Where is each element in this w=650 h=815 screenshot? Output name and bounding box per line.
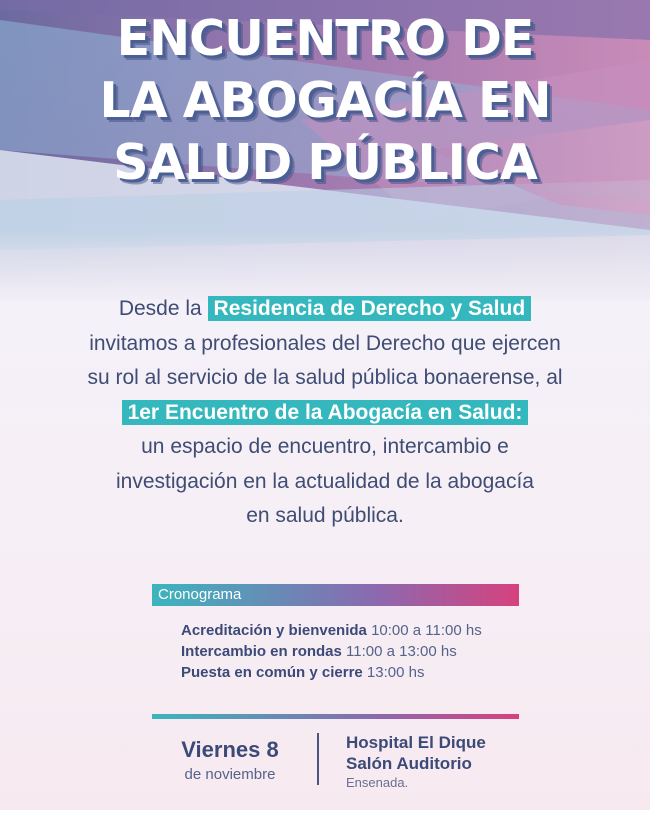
venue-room: Salón Auditorio: [346, 754, 472, 773]
title-line-1: ENCUENTRO DE: [116, 10, 534, 67]
schedule-item: [181, 662, 482, 683]
venue-info: [346, 732, 486, 791]
schedule-item-name: Intercambio en rondas: [181, 643, 342, 660]
venue-city: Ensenada.: [346, 775, 409, 790]
event-date-month: de noviembre: [184, 766, 276, 783]
schedule-item-time: 10:00 a 11:00 hs: [371, 622, 482, 639]
intro-text: [30, 292, 620, 534]
title-line-3: SALUD PÚBLICA: [113, 134, 537, 191]
cronograma-label: Cronograma: [158, 586, 242, 603]
schedule-item: [181, 620, 482, 641]
intro-prefix: Desde la: [118, 297, 202, 320]
schedule-item-time: 13:00 hs: [366, 664, 425, 681]
bottom-divider-bar: [152, 714, 519, 719]
schedule-item-time: 11:00 a 13:00 hs: [346, 643, 457, 660]
highlight-encuentro: [122, 400, 529, 425]
intro-line-4: [30, 396, 620, 431]
highlight-colon: :: [515, 400, 523, 424]
schedule-item: [181, 641, 482, 662]
intro-line-1: [30, 292, 620, 327]
schedule-item-name: Puesta en común y cierre: [181, 664, 363, 681]
schedule-item-name: Acreditación y bienvenida: [181, 622, 367, 639]
intro-line-6: investigación en la actualidad de la abogacía: [116, 469, 534, 493]
event-date-day: Viernes 8: [181, 737, 279, 762]
intro-line-2: invitamos a profesionales del Derecho que ejercen: [89, 331, 561, 355]
highlight-encuentro-text: 1er Encuentro de la Abogacía en Salud: [127, 400, 516, 424]
schedule-list: [181, 620, 482, 683]
intro-line-7: en salud pública.: [246, 504, 404, 527]
title-line-2: LA ABOGACÍA EN: [99, 72, 551, 129]
intro-line-5: un espacio de encuentro, intercambio e: [141, 435, 509, 458]
venue-name: Hospital El Dique: [346, 733, 486, 752]
vertical-separator: [317, 733, 319, 785]
event-title: [0, 8, 650, 194]
intro-line-3: su rol al servicio de la salud pública bonaerense, al: [87, 366, 563, 389]
highlight-residencia: Residencia de Derecho y Salud: [208, 296, 532, 321]
